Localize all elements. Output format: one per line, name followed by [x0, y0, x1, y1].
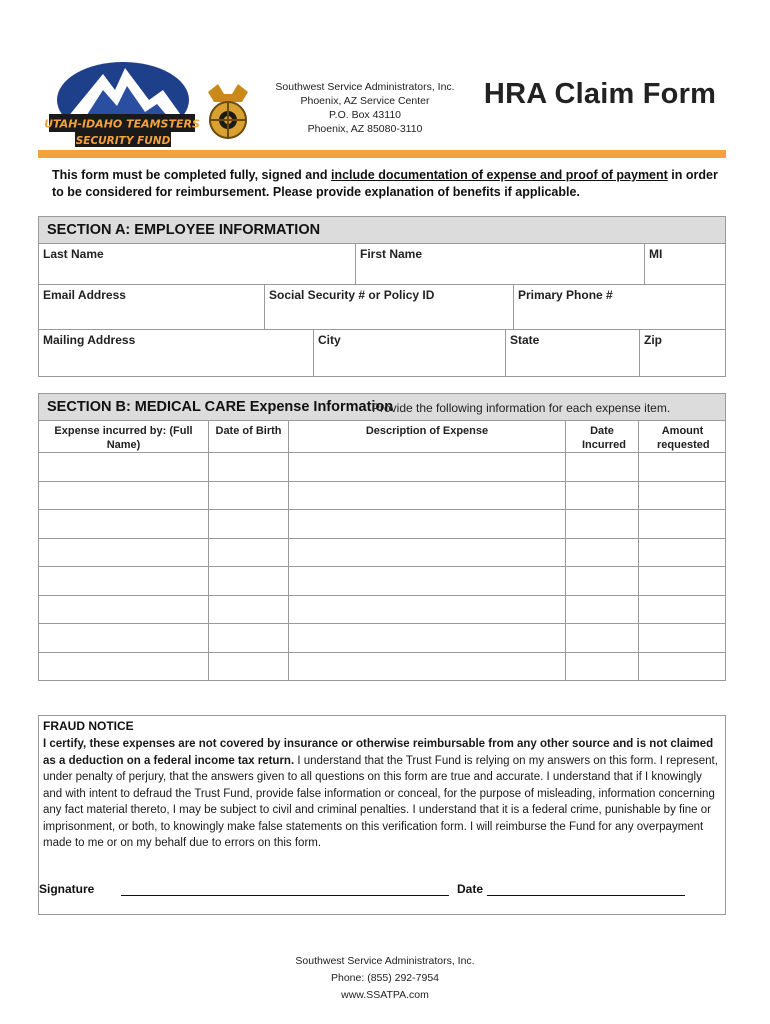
dob-cell[interactable]	[209, 539, 289, 567]
expense-row	[39, 653, 725, 682]
dob-cell[interactable]	[209, 482, 289, 510]
intro-underlined: include documentation of expense and proof of payment	[330, 168, 668, 182]
expense-row	[39, 453, 725, 482]
expense-name-cell[interactable]	[39, 567, 209, 595]
dob-cell[interactable]	[209, 596, 289, 624]
svg-text:SECURITY FUND: SECURITY FUND	[75, 135, 171, 147]
svg-text:UTAH-IDAHO TEAMSTERS: UTAH-IDAHO TEAMSTERS	[45, 117, 200, 131]
first-name-field[interactable]: First Name	[356, 244, 645, 285]
description-cell[interactable]	[289, 567, 566, 595]
section-a	[38, 216, 726, 377]
expense-row	[39, 510, 725, 539]
col-amount-requested: Amount requested	[639, 421, 726, 453]
city-field[interactable]: City	[314, 330, 506, 377]
last-name-field[interactable]: Last Name	[39, 244, 356, 285]
amount-cell[interactable]	[639, 482, 726, 510]
expense-row	[39, 539, 725, 568]
zip-field[interactable]: Zip	[644, 333, 662, 347]
date-incurred-cell[interactable]	[566, 510, 639, 538]
expense-name-cell[interactable]	[39, 453, 209, 481]
amount-cell[interactable]	[639, 653, 726, 682]
footer-phone: Phone: (855) 292-7954	[331, 972, 439, 984]
date-incurred-cell[interactable]	[566, 539, 639, 567]
amount-cell[interactable]	[639, 567, 726, 595]
amount-cell[interactable]	[639, 453, 726, 481]
col-description: Description of Expense	[289, 421, 566, 453]
mailing-address-field[interactable]: Mailing Address	[39, 330, 314, 377]
intro-text: This form must be completed fully, signed and include documentation of expense and proof of payment in order to be considered for reimbursement. Please provide explanation of benefits if applicable.	[52, 168, 718, 199]
signature-line[interactable]	[121, 895, 449, 896]
date-incurred-cell[interactable]	[566, 596, 639, 624]
footer-company: Southwest Service Administrators, Inc.	[295, 955, 475, 967]
expense-row	[39, 482, 725, 511]
section-b	[38, 393, 726, 681]
teamsters-emblem	[204, 82, 252, 142]
expense-name-cell[interactable]	[39, 624, 209, 652]
section-a-header	[39, 217, 725, 244]
section-b-title: SECTION B: MEDICAL CARE Expense Information	[47, 399, 394, 415]
form-title: HRA Claim Form	[483, 78, 717, 110]
date-incurred-cell[interactable]	[566, 567, 639, 595]
description-cell[interactable]	[289, 624, 566, 652]
expense-name-cell[interactable]	[39, 539, 209, 567]
expense-name-cell[interactable]	[39, 653, 209, 682]
dob-cell[interactable]	[209, 510, 289, 538]
description-cell[interactable]	[289, 453, 566, 481]
date-label: Date	[457, 882, 484, 896]
col-date-incurred: Date Incurred	[566, 421, 639, 453]
expense-name-cell[interactable]	[39, 596, 209, 624]
dob-cell[interactable]	[209, 624, 289, 652]
col-expense-incurred-by: Expense incurred by: (Full Name)	[39, 421, 209, 453]
address-line: Southwest Service Administrators, Inc.	[275, 81, 455, 93]
date-incurred-cell[interactable]	[566, 624, 639, 652]
dob-cell[interactable]	[209, 453, 289, 481]
description-cell[interactable]	[289, 510, 566, 538]
address-line: Phoenix, AZ 85080-3110	[307, 123, 423, 135]
col-date-of-birth: Date of Birth	[209, 421, 289, 453]
amount-cell[interactable]	[639, 539, 726, 567]
expense-name-cell[interactable]	[39, 510, 209, 538]
fraud-notice	[38, 715, 726, 915]
header-divider	[38, 150, 726, 158]
date-line[interactable]	[487, 895, 685, 896]
date-incurred-cell[interactable]	[566, 653, 639, 682]
address-line: Phoenix, AZ Service Center	[300, 95, 430, 107]
section-b-note: Provide the following information for each expense item.	[372, 401, 671, 415]
mi-field[interactable]: MI	[645, 244, 726, 285]
date-incurred-cell[interactable]	[566, 482, 639, 510]
dob-cell[interactable]	[209, 653, 289, 682]
state-field[interactable]: State	[506, 330, 640, 377]
ssn-field[interactable]: Social Security # or Policy ID	[265, 285, 514, 330]
dob-cell[interactable]	[209, 567, 289, 595]
address-line: P.O. Box 43110	[329, 109, 401, 121]
signature-label: Signature	[39, 882, 95, 896]
phone-field[interactable]: Primary Phone #	[514, 285, 726, 330]
fraud-body: I certify, these expenses are not covered by insurance or otherwise reimbursable from any other source and is not claimed as a deduction on a federal income tax return. I understand that the Trust Fund is relying on my answers on this form. I represent, under penalty of perjury, that the answers given to all questions on this form are true and accurate. I understand that if I knowingly and with intent to defraud the Trust Fund, provide false information or conceal, for the purpose of misleading, information concerning any fact material thereto, I may be subject to civil and criminal penalties. I understand that it is a federal crime, punishable by fine or imprisonment, or both, to knowingly make false statements on this verification form. I will reimburse the Fund for any overpayment made to me or on my behalf due to errors on this form.	[43, 738, 718, 849]
footer-website: www.SSATPA.com	[341, 989, 429, 1001]
fraud-heading: FRAUD NOTICE	[43, 719, 134, 733]
administrator-address	[270, 80, 460, 136]
amount-cell[interactable]	[639, 510, 726, 538]
description-cell[interactable]	[289, 596, 566, 624]
section-a-title: SECTION A: EMPLOYEE INFORMATION	[47, 222, 321, 238]
description-cell[interactable]	[289, 653, 566, 682]
amount-cell[interactable]	[639, 624, 726, 652]
section-b-header	[39, 394, 725, 421]
expense-name-cell[interactable]	[39, 482, 209, 510]
expense-row	[39, 624, 725, 653]
description-cell[interactable]	[289, 482, 566, 510]
expense-row	[39, 596, 725, 625]
email-field[interactable]: Email Address	[39, 285, 265, 330]
expense-row	[39, 567, 725, 596]
amount-cell[interactable]	[639, 596, 726, 624]
utah-idaho-teamsters-logo	[45, 60, 200, 150]
description-cell[interactable]	[289, 539, 566, 567]
date-incurred-cell[interactable]	[566, 453, 639, 481]
footer	[230, 953, 540, 1004]
